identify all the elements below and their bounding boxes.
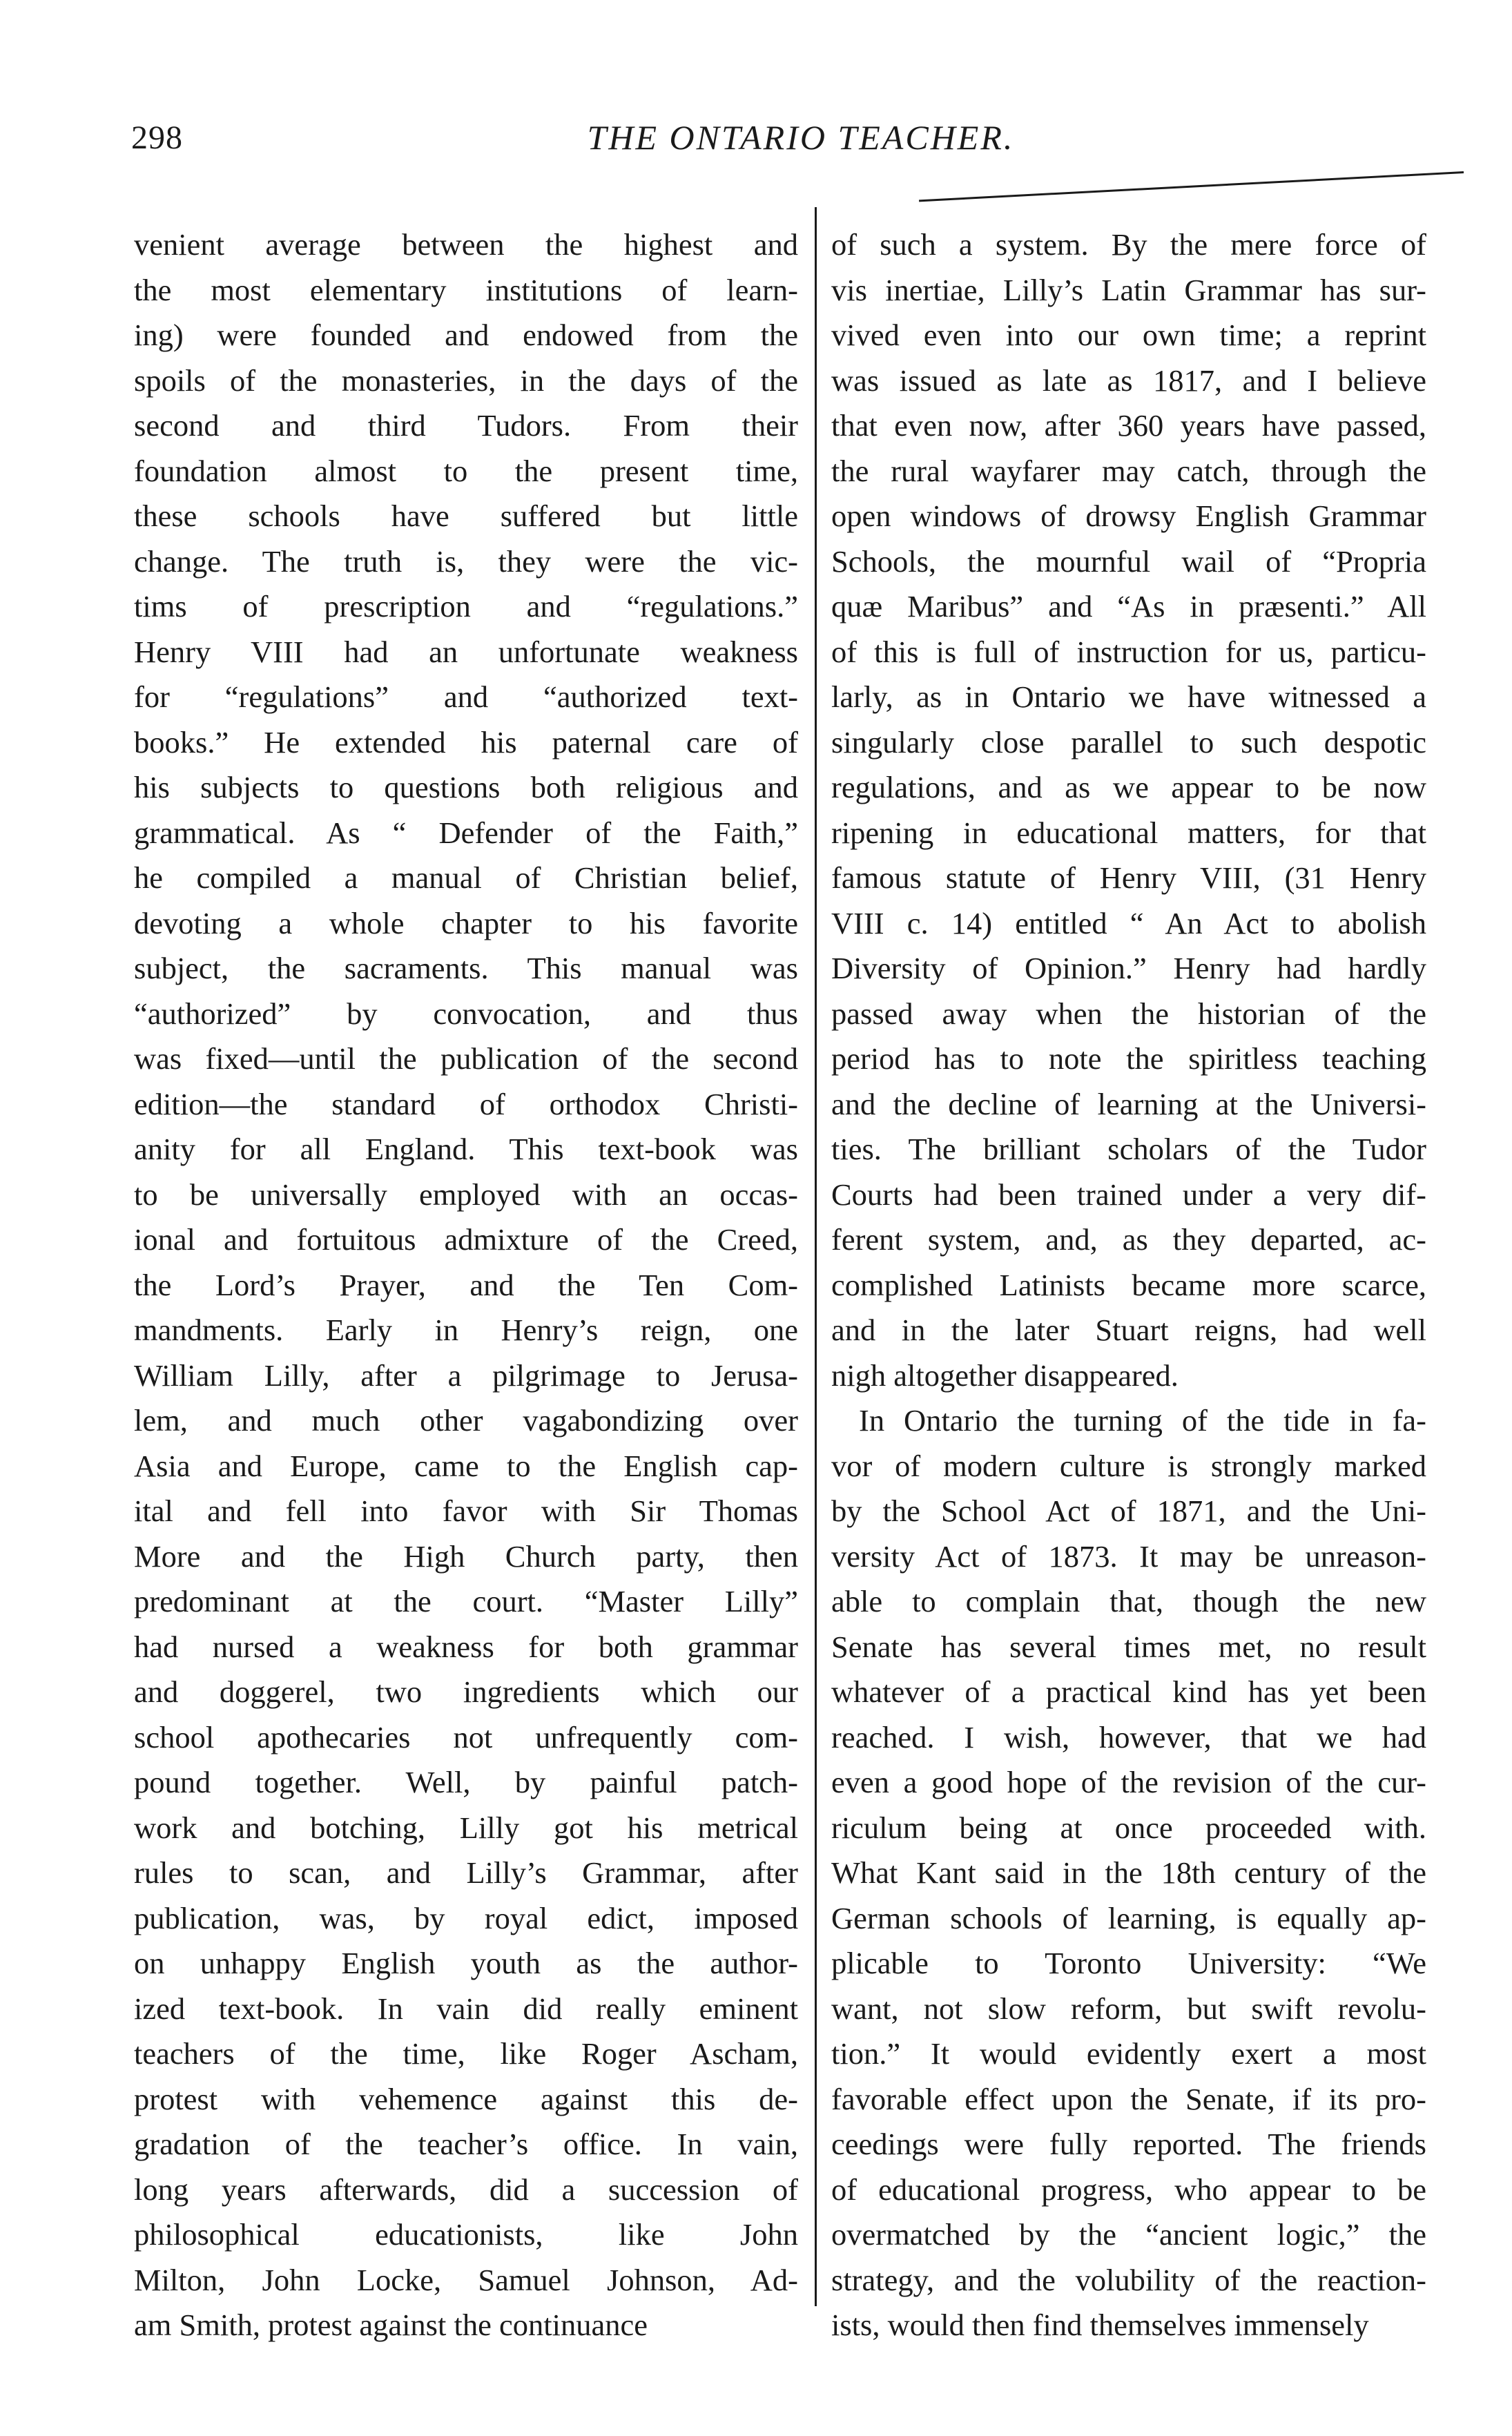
text-line: devoting a whole chapter to his favorite [134,905,798,940]
text-line: am Smith, protest against the continuance [134,2308,648,2342]
text-line: ing) were founded and endowed from the [134,318,798,352]
text-line: ties. The brilliant scholars of the Tudor [831,1132,1426,1166]
text-line: VIII c. 14) entitled “ An Act to abolish [831,905,1426,940]
text-line: subject, the sacraments. This manual was [134,951,798,985]
text-line: overmatched by the “ancient logic,” the [831,2217,1426,2252]
text-line: More and the High Church party, then [134,1538,798,1574]
text-line: venient average between the highest and [134,227,798,262]
text-line: singularly close parallel to such despotic [831,724,1426,760]
text-line: plicable to Toronto University: “We [831,1946,1426,1980]
text-line: Asia and Europe, came to the English cap- [134,1448,798,1483]
text-line: Henry VIII had an unfortunate weakness [134,634,798,669]
text-line: and the decline of learning at the Universi- [831,1086,1426,1121]
text-line: the Lord’s Prayer, and the Ten Com- [134,1267,798,1302]
text-line: quæ Maribus” and “As in præsenti.” All [831,589,1426,624]
text-line: on unhappy English youth as the author- [134,1946,798,1980]
text-line: and doggerel, two ingredients which our [134,1674,798,1709]
text-line: the rural wayfarer may catch, through the [831,453,1426,488]
text-line: versity Act of 1873. It may be unreason- [831,1538,1426,1574]
text-line: riculum being at once proceeded with. [831,1810,1426,1845]
left-column [134,222,798,2348]
page-number: 298 [131,119,183,156]
text-line: even a good hope of the revision of the cur- [831,1765,1426,1799]
text-line: gradation of the teacher’s office. In vain, [134,2127,798,2161]
text-line: tion.” It would evidently exert a most [831,2036,1426,2071]
text-line: work and botching, Lilly got his metrical [134,1810,798,1845]
text-line: anity for all England. This text-book was [134,1132,798,1166]
text-line: by the School Act of 1871, and the Uni- [831,1494,1426,1528]
text-line: spoils of the monasteries, in the days of the [134,362,798,398]
text-line: whatever of a practical kind has yet been [831,1674,1426,1709]
text-line: ists, would then find themselves immensely [831,2308,1369,2342]
text-line: ized text-book. In vain did really eminent [134,1991,798,2026]
column-divider [815,207,817,2306]
text-line: lem, and much other vagabondizing over [134,1403,798,1438]
text-line: Schools, the mournful wail of “Propria [831,543,1426,579]
text-line: predominant at the court. “Master Lilly” [134,1584,798,1618]
text-line: passed away when the historian of the [831,996,1426,1031]
text-line: was issued as late as 1817, and I believe [831,362,1426,398]
running-head: THE ONTARIO TEACHER. [587,118,1015,157]
header-rule [919,171,1464,202]
text-line: able to complain that, though the new [831,1584,1426,1618]
text-line: of this is full of instruction for us, particu- [831,634,1426,669]
text-line: want, not slow reform, but swift revolu- [831,1991,1426,2026]
text-line: What Kant said in the 18th century of the [831,1855,1426,1890]
text-line: had nursed a weakness for both grammar [134,1629,798,1664]
text-line: pound together. Well, by painful patch- [134,1765,798,1799]
text-line: and in the later Stuart reigns, had well [831,1313,1426,1347]
text-line: his subjects to questions both religious and [134,770,798,804]
text-line: vis inertiae, Lilly’s Latin Grammar has sur- [831,272,1426,307]
text-line: mandments. Early in Henry’s reign, one [134,1313,798,1347]
text-line: protest with vehemence against this de- [134,2081,798,2116]
text-line: publication, was, by royal edict, imposed [134,1900,798,1935]
text-line: school apothecaries not unfrequently com- [134,1719,798,1754]
text-line: of educational progress, who appear to be [831,2172,1426,2207]
text-line: the most elementary institutions of learn- [134,272,798,307]
text-line: change. The truth is, they were the vic- [134,543,798,579]
text-line: ital and fell into favor with Sir Thomas [134,1494,798,1528]
right-column [831,222,1426,2348]
text-line: he compiled a manual of Christian belief, [134,860,798,895]
text-line: reached. I wish, however, that we had [831,1719,1426,1754]
text-line: to be universally employed with an occas- [134,1177,798,1212]
text-line: second and third Tudors. From their [134,408,798,443]
text-line: Milton, John Locke, Samuel Johnson, Ad- [134,2262,798,2297]
text-line: books.” He extended his paternal care of [134,724,798,760]
text-line: strategy, and the volubility of the reaction- [831,2262,1426,2297]
text-line: regulations, and as we appear to be now [831,770,1426,804]
text-line: open windows of drowsy English Grammar [831,499,1426,533]
text-line: rules to scan, and Lilly’s Grammar, after [134,1855,798,1890]
text-line: grammatical. As “ Defender of the Faith,” [134,815,798,850]
text-line: for “regulations” and “authorized text- [134,679,798,714]
text-line: period has to note the spiritless teaching [831,1041,1426,1076]
text-line: Diversity of Opinion.” Henry had hardly [831,951,1426,985]
text-line: German schools of learning, is equally ap- [831,1900,1426,1935]
text-line: vived even into our own time; a reprint [831,318,1426,352]
text-line: foundation almost to the present time, [134,453,798,488]
text-line: philosophical educationists, like John [134,2217,798,2252]
text-line: vor of modern culture is strongly marked [831,1448,1426,1483]
text-line: teachers of the time, like Roger Ascham, [134,2036,798,2071]
text-line: Senate has several times met, no result [831,1629,1426,1664]
text-line: William Lilly, after a pilgrimage to Jerusa- [134,1357,798,1393]
text-line: famous statute of Henry VIII, (31 Henry [831,860,1426,895]
text-line: nigh altogether disappeared. [831,1357,1179,1393]
text-line: of such a system. By the mere force of [831,227,1426,262]
text-line: favorable effect upon the Senate, if its pro- [831,2081,1426,2116]
text-line: edition—the standard of orthodox Christi- [134,1086,798,1121]
text-line: these schools have suffered but little [134,499,798,533]
text-line: that even now, after 360 years have passed, [831,408,1426,443]
text-line: In Ontario the turning of the tide in fa- [859,1403,1426,1438]
text-line: tims of prescription and “regulations.” [134,589,798,624]
text-line: ceedings were fully reported. The friends [831,2127,1426,2161]
text-line: “authorized” by convocation, and thus [134,996,798,1031]
text-line: larly, as in Ontario we have witnessed a [831,679,1426,714]
text-line: ional and fortuitous admixture of the Creed, [134,1222,798,1257]
text-line: ripening in educational matters, for that [831,815,1426,850]
text-line: Courts had been trained under a very dif- [831,1177,1426,1212]
text-line: ferent system, and, as they departed, ac- [831,1222,1426,1257]
text-line: complished Latinists became more scarce, [831,1267,1426,1302]
text-line: long years afterwards, did a succession of [134,2172,798,2207]
text-line: was fixed—until the publication of the second [134,1041,798,1076]
